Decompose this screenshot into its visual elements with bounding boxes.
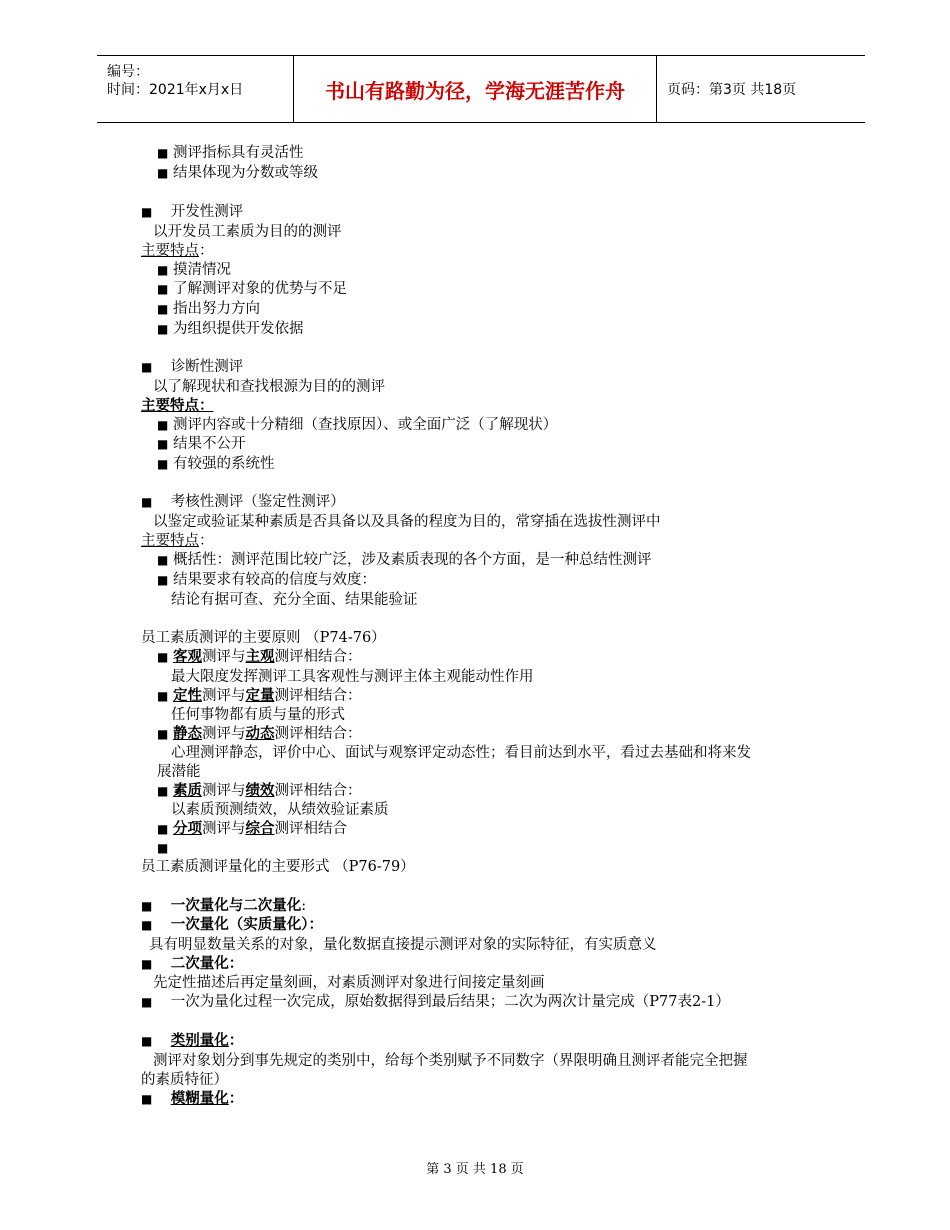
list-item: ■ 摸清情况 [157,262,231,278]
bullet-square-icon: ■ [157,650,169,664]
bullet-square-icon: ■ [141,918,153,932]
bullet-square-icon: ■ [157,689,169,703]
paragraph: 任何事物都有质与量的形式 [171,707,345,723]
paragraph: 以了解现状和查找根源为目的的测评 [153,379,385,395]
section-heading: ■ 开发性测评 [141,204,244,220]
list-item: ■ 测评内容或十分精细（查找原因）、或全面广泛（了解现状） [157,417,558,433]
bullet-square-icon: ■ [157,437,169,451]
section-heading: ■ 类别量化： [141,1033,244,1049]
list-item: ■ 测评指标具有灵活性 [157,145,304,161]
section-heading: ■ 一次量化与二次量化: [141,898,307,914]
list-item: ■ 结果体现为分数或等级 [157,165,318,181]
paragraph: 先定性描述后再定量刻画，对素质测评对象进行间接定量刻画 [153,975,545,991]
bullet-square-icon: ■ [157,784,169,798]
bullet-square-icon: ■ [157,418,169,432]
list-item: ■ 有较强的系统性 [157,456,275,472]
doc-number-label: 编号： [107,64,149,80]
bullet-square-icon: ■ [141,205,153,219]
header-meta-cell [97,56,294,122]
list-item: ■ 指出努力方向 [157,301,260,317]
list-item: ■ 了解测评对象的优势与不足 [157,281,347,297]
bullet-square-icon: ■ [157,302,169,316]
list-item: ■ 结果不公开 [157,436,246,452]
bullet-square-icon: ■ [157,727,169,741]
subheading: 主要特点： [141,398,214,414]
doc-date: 时间：2021年x月x日 [107,82,244,98]
bullet-square-icon: ■ [157,573,169,587]
paragraph: 具有明显数量关系的对象，量化数据直接提示测评对象的实际特征，有实质意义 [149,937,657,953]
bullet-square-icon: ■ [141,360,153,374]
paragraph: 展潜能 [157,764,201,780]
bullet-square-icon: ■ [157,282,169,296]
bullet-square-icon: ■ [141,495,153,509]
page-footer: 第 3 页 共 18 页 [426,1162,524,1177]
list-item: ■ 静态测评与动态测评相结合： [157,726,362,742]
paragraph: 心理测评静态，评价中心、面试与观察评定动态性；看目前达到水平，看过去基础和将来发 [171,745,751,761]
subheading: 主要特点： [141,533,214,549]
list-item: ■ 为组织提供开发依据 [157,321,304,337]
bullet-square-icon: ■ [157,166,169,180]
paragraph: 测评对象划分到事先规定的类别中，给每个类别赋予不同数字（界限明确且测评者能完全把握 [153,1053,748,1069]
paragraph: 结论有据可查、充分全面、结果能验证 [171,592,418,608]
header-page-number: 页码：第3页 共18页 [667,82,797,98]
list-item: ■ 素质测评与绩效测评相结合： [157,783,362,799]
list-item: ■ 分项测评与综合测评相结合 [157,821,347,837]
bullet-square-icon: ■ [141,1034,153,1048]
section-heading: ■ 考核性测评（鉴定性测评） [141,494,345,510]
bullet-square-icon: ■ [157,322,169,336]
section-title: 员工素质测评的主要原则 （P74-76） [141,630,386,646]
section-title: 员工素质测评量化的主要形式 （P76-79） [141,859,415,875]
section-heading: ■ 模糊量化： [141,1091,244,1107]
bullet-square-icon: ■ [157,457,169,471]
bullet-square-icon: ■ [141,995,153,1009]
header-motto: 书山有路勤为径，学海无涯苦作舟 [294,56,657,122]
list-item [157,839,168,857]
bullet-square-icon: ■ [157,263,169,277]
section-heading: ■ 诊断性测评 [141,359,244,375]
bullet-square-icon: ■ [141,957,153,971]
section-heading: ■ 二次量化： [141,956,244,972]
subheading: 主要特点： [141,243,214,259]
list-item: ■ 客观测评与主观测评相结合： [157,649,362,665]
paragraph: 以素质预测绩效，从绩效验证素质 [171,802,389,818]
section-heading: ■ 一次为量化过程一次完成，原始数据得到最后结果；二次为两次计量完成（P77表2-1） [141,994,730,1010]
bullet-square-icon: ■ [141,1092,153,1106]
paragraph: 最大限度发挥测评工具客观性与测评主体主观能动性作用 [171,669,534,685]
list-item: ■ 结果要求有较高的信度与效度： [157,572,376,588]
bullet-square-icon: ■ [157,822,169,836]
paragraph: 以鉴定或验证某种素质是否具备以及具备的程度为目的，常穿插在选拔性测评中 [153,514,661,530]
bullet-square-icon: ■ [157,146,169,160]
bullet-square-icon: ■ [157,841,169,855]
list-item: ■ 定性测评与定量测评相结合： [157,688,362,704]
list-item: ■ 概括性：测评范围比较广泛，涉及素质表现的各个方面，是一种总结性测评 [157,552,652,568]
section-heading: ■ 一次量化（实质量化）： [141,917,324,933]
paragraph: 以开发员工素质为目的的测评 [153,224,342,240]
paragraph: 的素质特征） [141,1072,228,1088]
bullet-square-icon: ■ [141,899,153,913]
page-header [97,55,865,123]
bullet-square-icon: ■ [157,553,169,567]
